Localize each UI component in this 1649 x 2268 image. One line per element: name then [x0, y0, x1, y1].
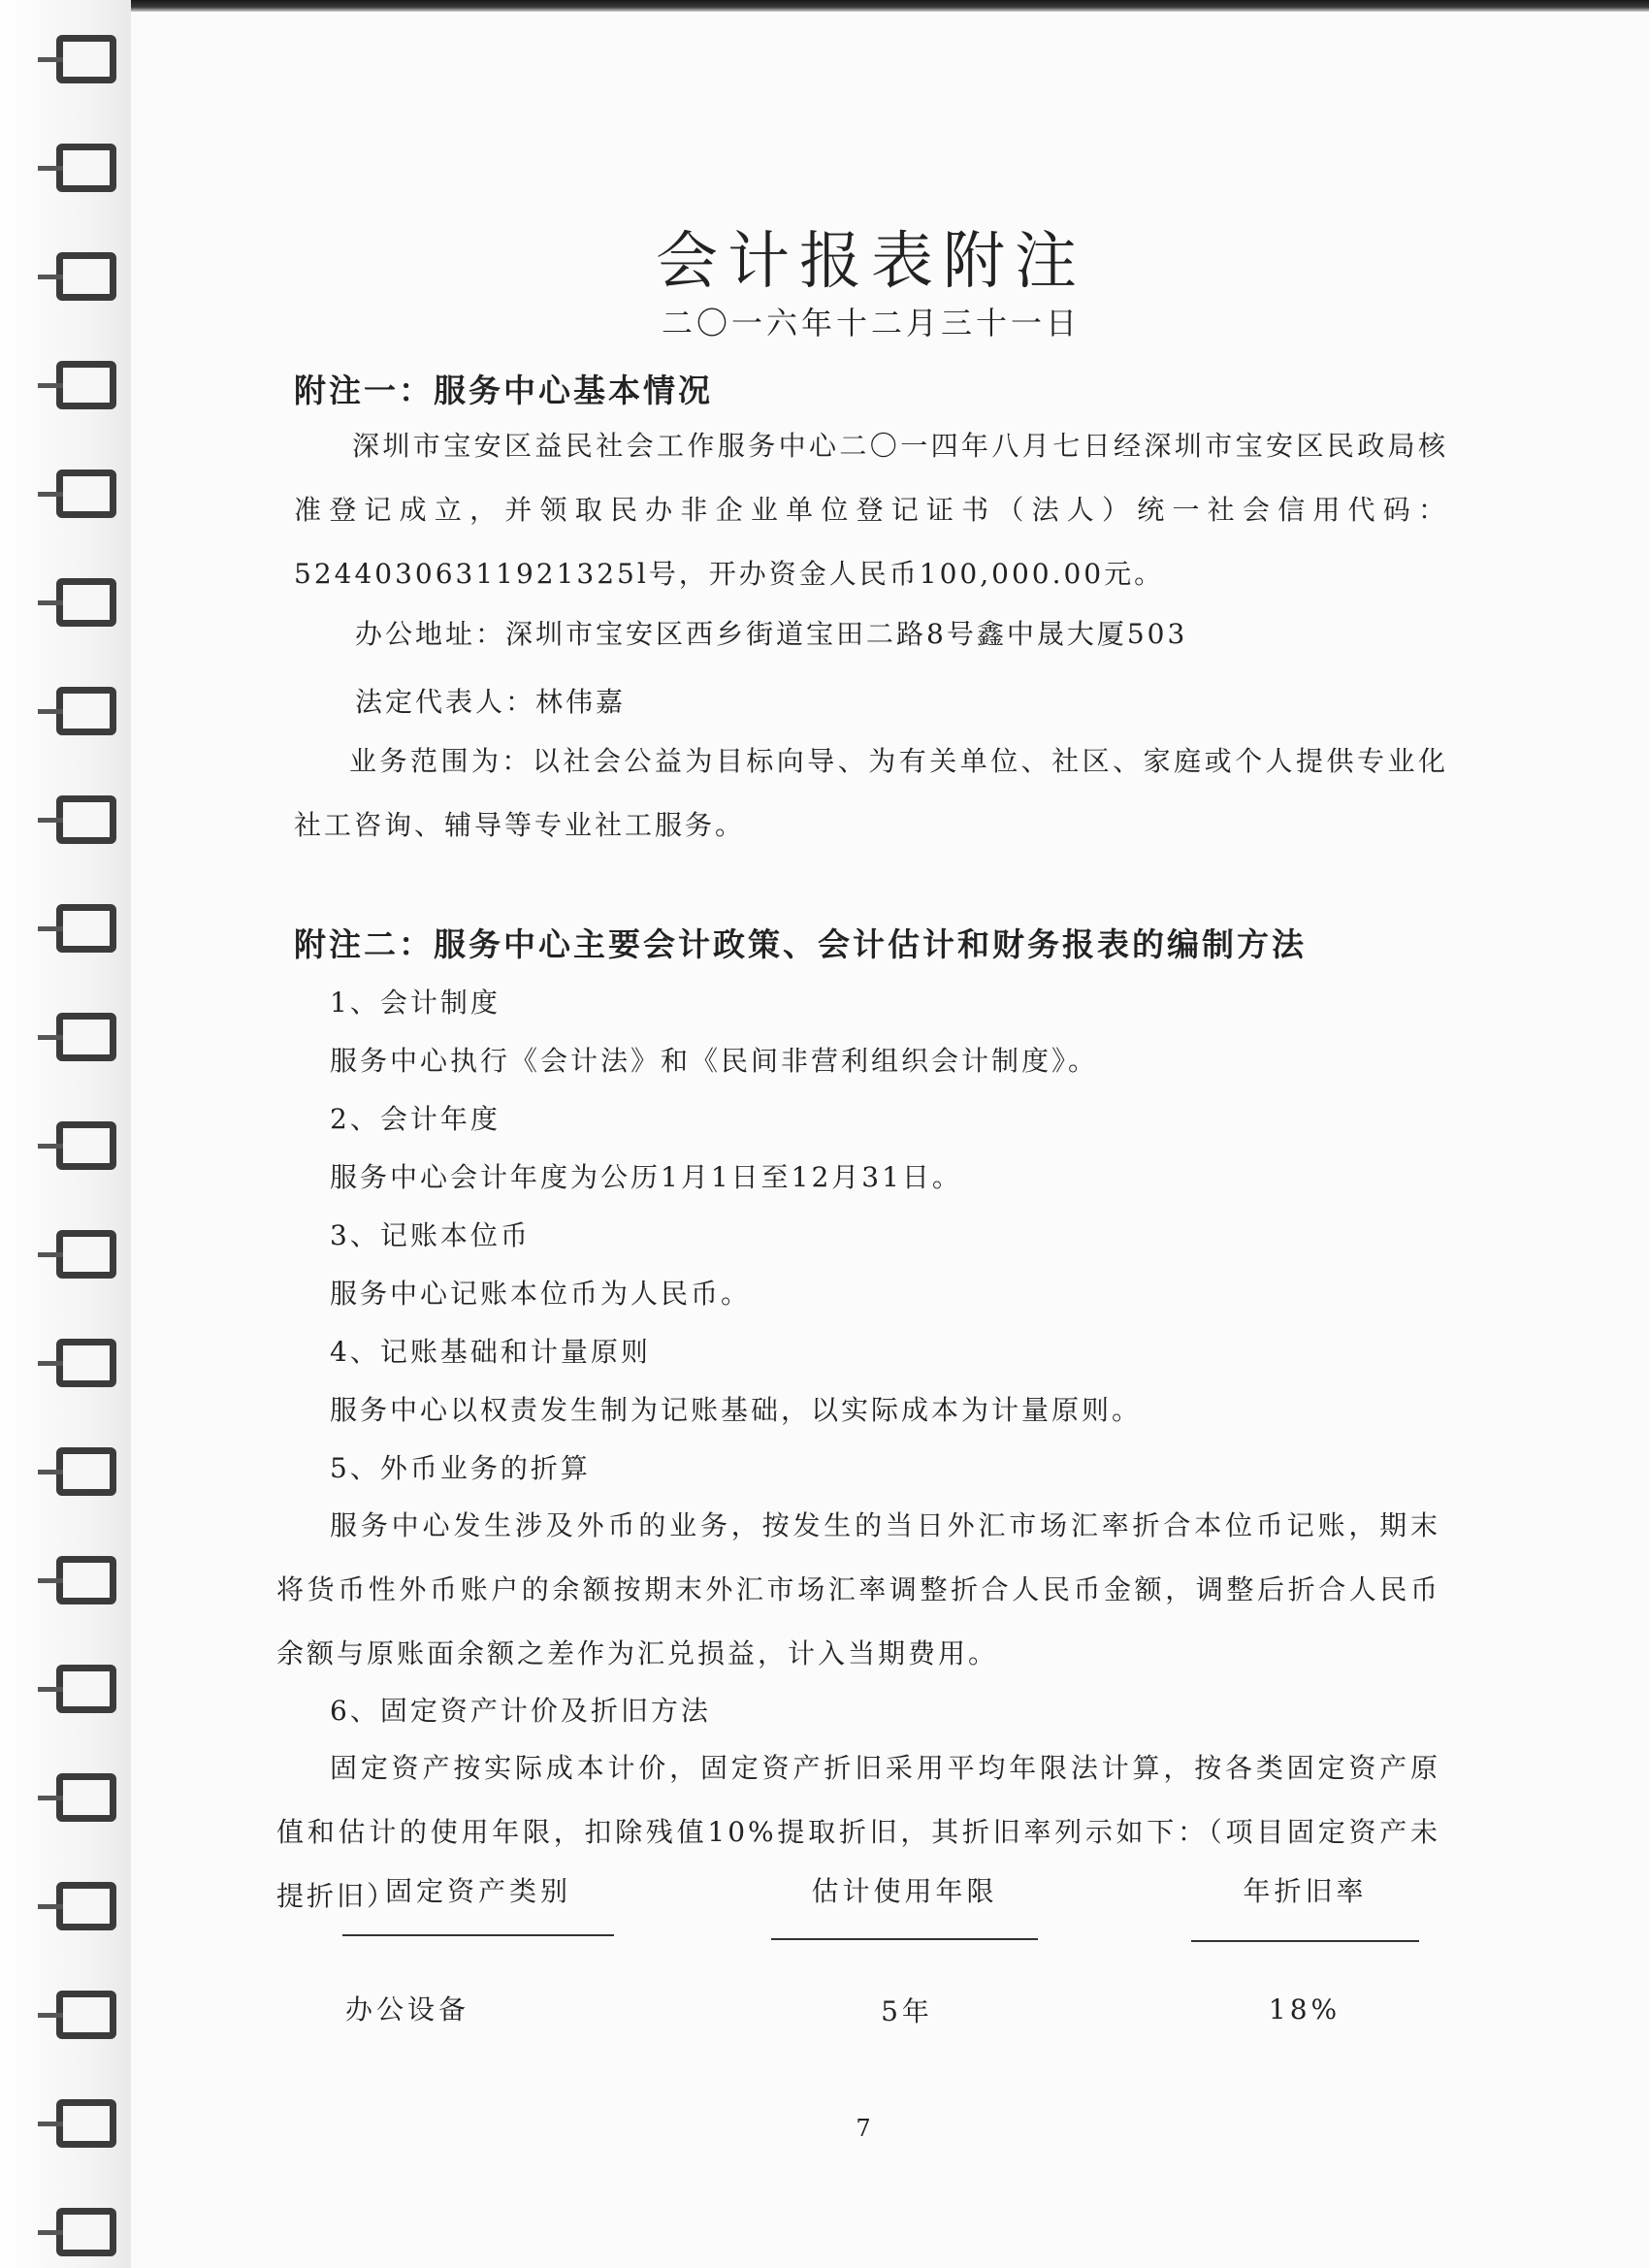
binding-ring — [56, 795, 116, 844]
binding-ring — [56, 1882, 116, 1930]
binding-ring — [56, 1773, 116, 1822]
binding-ring — [56, 578, 116, 627]
binding-ring — [56, 1339, 116, 1387]
table-header-useful-life: 估计使用年限 — [811, 1875, 998, 1907]
policy-item-body: 服务中心会计年度为公历1月1日至12月31日。 — [330, 1161, 962, 1193]
binding-ring — [56, 904, 116, 953]
binding-ring — [56, 687, 116, 735]
policy-item-body: 服务中心记账本位币为人民币。 — [330, 1278, 752, 1310]
binding-ring — [56, 144, 116, 192]
note1-heading: 附注一：服务中心基本情况 — [294, 372, 713, 409]
binding-ring — [56, 35, 116, 83]
policy-item-title: 2、会计年度 — [330, 1103, 501, 1135]
binding-ring — [56, 1447, 116, 1496]
note1-scope: 业务范围为：以社会公益为目标向导、为有关单位、社区、家庭或个人提供专业化社工咨询、辅导等专业社工服务。 — [294, 745, 1448, 841]
binding-ring — [56, 2099, 116, 2148]
policy-item-body: 服务中心执行《会计法》和《民间非营利组织会计制度》。 — [330, 1045, 1099, 1077]
table-header-rule — [1191, 1940, 1419, 1942]
binding-ring — [56, 1556, 116, 1604]
scan-top-edge — [0, 0, 1649, 12]
binding-ring — [56, 2208, 116, 2256]
binding-ring — [56, 1013, 116, 1061]
binding-ring — [56, 1121, 116, 1170]
binding-ring — [56, 1991, 116, 2039]
binding-ring — [56, 361, 116, 409]
table-cell-useful-life: 5年 — [881, 1995, 933, 2027]
policy-item-title: 5、外币业务的折算 — [330, 1452, 591, 1484]
table-header-rule — [342, 1934, 614, 1936]
table-cell-depreciation-rate: 18% — [1268, 1993, 1342, 2025]
note1-address: 办公地址：深圳市宝安区西乡街道宝田二路8号鑫中晟大厦503 — [355, 618, 1188, 650]
policy-item-title: 3、记账本位币 — [330, 1219, 531, 1251]
page-number: 7 — [856, 2115, 871, 2142]
binding-ring — [56, 1230, 116, 1279]
table-header-category: 固定资产类别 — [384, 1875, 571, 1907]
note1-legal-rep: 法定代表人：林伟嘉 — [355, 686, 627, 718]
note1-intro: 深圳市宝安区益民社会工作服务中心二〇一四年八月七日经深圳市宝安区民政局核准登记成立，并领取民办非企业单位登记证书（法人）统一社会信用代码：52440306311921325l号，开办资金人民币100,000.00元。 — [294, 430, 1448, 590]
binding-ring — [56, 1665, 116, 1713]
policy-item-title: 6、固定资产计价及折旧方法 — [330, 1695, 711, 1727]
policy-item-body: 固定资产按实际成本计价，固定资产折旧采用平均年限法计算，按各类固定资产原值和估计的使用年限，扣除残值10%提取折旧，其折旧率列示如下：（项目固定资产未提折旧） — [276, 1752, 1440, 1912]
binding-ring — [56, 470, 116, 518]
note2-heading: 附注二：服务中心主要会计政策、会计估计和财务报表的编制方法 — [294, 925, 1307, 963]
table-header-rule — [771, 1938, 1038, 1940]
policy-item-body: 服务中心以权责发生制为记账基础，以实际成本为计量原则。 — [330, 1394, 1143, 1426]
policy-item-title: 1、会计制度 — [330, 987, 501, 1019]
document-date: 二〇一六年十二月三十一日 — [661, 305, 1081, 341]
table-header-depreciation-rate: 年折旧率 — [1243, 1875, 1368, 1907]
policy-item-body: 服务中心发生涉及外币的业务，按发生的当日外汇市场汇率折合本位币记账，期末将货币性外币账户的余额按期末外汇市场汇率调整折合人民币金额，调整后折合人民币余额与原账面余额之差作为汇兑损益，计入当期费用。 — [276, 1509, 1440, 1669]
table-cell-category: 办公设备 — [344, 1993, 469, 2025]
document-title: 会计报表附注 — [656, 226, 1086, 298]
policy-item-title: 4、记账基础和计量原则 — [330, 1336, 651, 1368]
